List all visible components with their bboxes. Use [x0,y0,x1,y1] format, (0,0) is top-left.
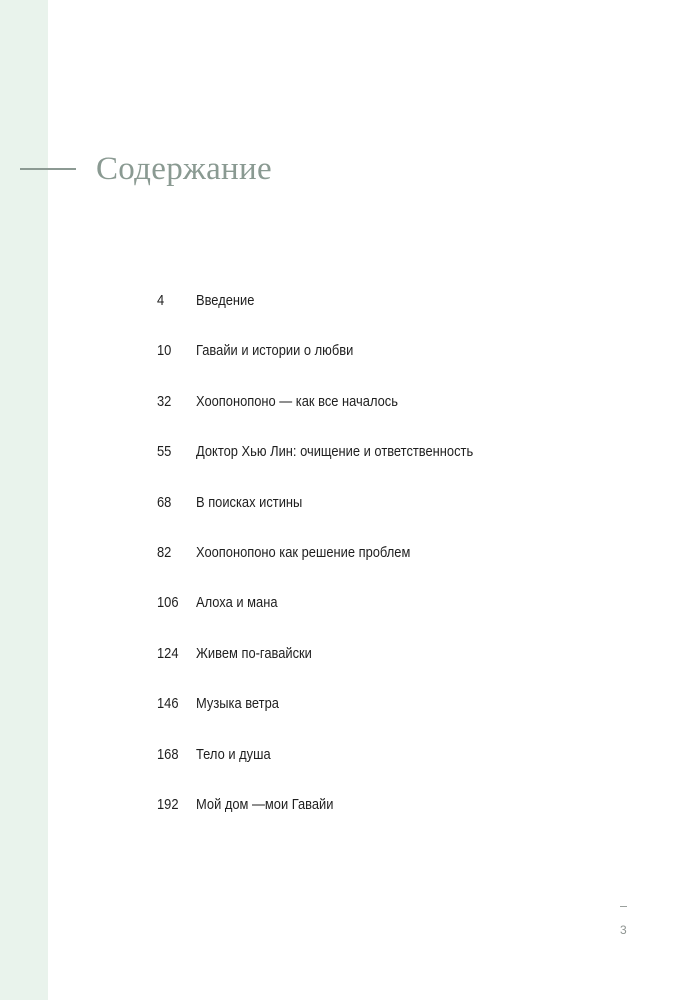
toc-page-number: 32 [157,392,172,410]
toc-page-number: 168 [157,745,179,763]
toc-page-number: 146 [157,695,179,713]
toc-chapter-title: Хоопонопоно — как все началось [196,392,398,410]
toc-chapter-title: Доктор Хью Лин: очищение и ответственность [196,443,474,461]
table-of-contents [157,290,597,844]
toc-entry[interactable] [157,744,597,794]
toc-chapter-title: Мой дом —мои Гавайи [196,795,334,813]
toc-entry[interactable] [157,441,597,491]
toc-page-number: 192 [157,795,179,813]
toc-page-number: 106 [157,594,179,612]
toc-entry[interactable] [157,643,597,693]
toc-page-number: 82 [157,543,172,561]
toc-page-number: 55 [157,443,172,461]
toc-page-number: 4 [157,292,165,309]
toc-entry[interactable] [157,492,597,542]
side-color-band [0,0,48,1000]
page-title: Содержание [96,151,272,187]
toc-entry[interactable] [157,391,597,441]
toc-chapter-title: Живем по-гавайски [196,644,312,662]
toc-chapter-title: В поисках истины [196,493,303,511]
toc-chapter-title: Гавайи и истории о любви [196,342,354,360]
folio-dash [620,906,627,907]
toc-entry[interactable] [157,693,597,743]
toc-page-number: 68 [157,493,172,511]
toc-entry[interactable] [157,794,597,844]
toc-chapter-title: Алоха и мана [196,594,278,612]
title-rule [20,168,76,170]
toc-entry[interactable] [157,542,597,592]
toc-entry[interactable] [157,592,597,642]
toc-entry[interactable] [157,290,597,340]
page-number: 3 [620,923,627,937]
toc-entry[interactable] [157,340,597,390]
toc-chapter-title: Тело и душа [196,745,271,763]
toc-chapter-title: Введение [196,292,255,309]
toc-chapter-title: Музыка ветра [196,695,279,713]
toc-chapter-title: Хоопонопоно как решение проблем [196,543,411,561]
toc-page-number: 124 [157,644,179,662]
toc-page-number: 10 [157,342,172,360]
